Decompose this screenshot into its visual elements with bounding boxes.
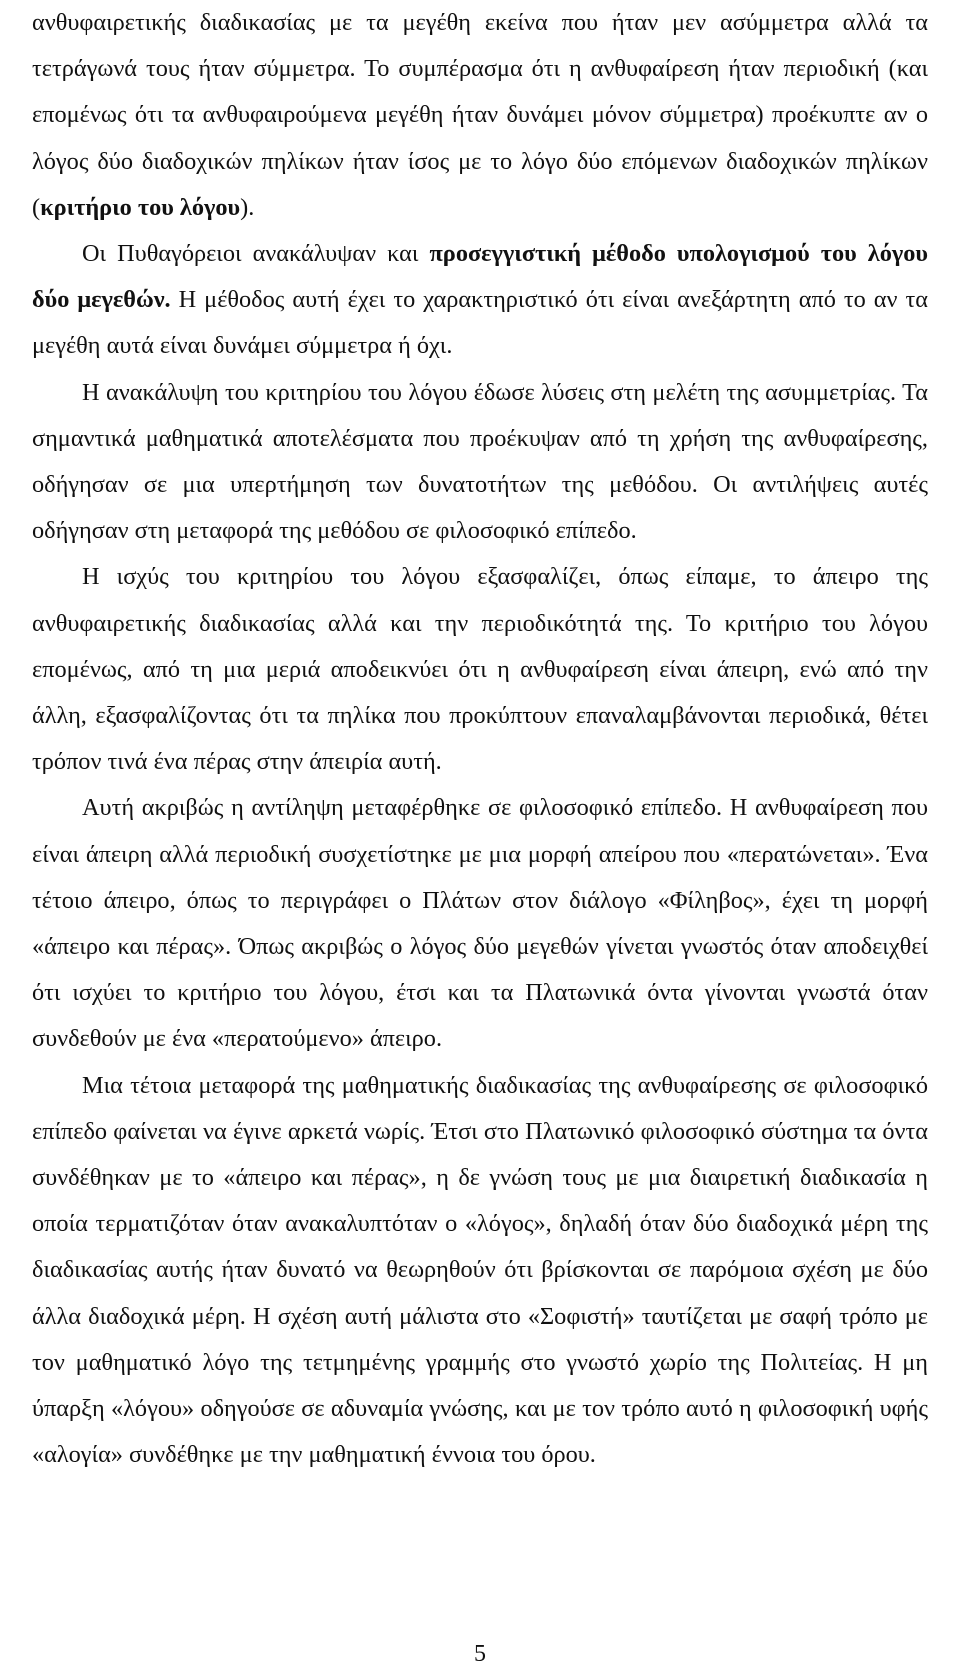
document-page: [32, 0, 928, 1479]
paragraph-2: [32, 231, 928, 370]
paragraph-1-text-b: ).: [240, 193, 255, 221]
paragraph-1-text-a: ανθυφαιρετικής διαδικασίας με τα μεγέθη εκείνα που ήταν μεν ασύμμετρα αλλά τα τετράγωνά τους ήταν σύμμετρα. Το συμπέρασμα ότι η ανθυφαίρεση ήταν περιοδική (και επομένως ότι τα ανθυφαιρούμενα μεγέθη ήταν δυνάμει μόνον σύμμετρα) προέκυπτε αν ο λόγος δύο διαδοχικών πηλίκων ήταν ίσος με το λόγο δύο επόμενων διαδοχικών πηλίκων (: [32, 9, 928, 221]
paragraph-1: [32, 0, 928, 231]
paragraph-3-text: Η ανακάλυψη του κριτηρίου του λόγου έδωσε λύσεις στη μελέτη της ασυμμετρίας. Τα σημαντικά μαθηματικά αποτελέσματα που προέκυψαν από τη χρήση της ανθυφαίρεσης, οδήγησαν σε μια υπερτήμηση των δυνατοτήτων της μεθόδου. Οι αντιλήψεις αυτές οδήγησαν στη μεταφορά της μεθόδου σε φιλοσοφικό επίπεδο.: [32, 378, 928, 545]
paragraph-6-text: Μια τέτοια μεταφορά της μαθηματικής διαδικασίας της ανθυφαίρεσης σε φιλοσοφικό επίπεδο φαίνεται να έγινε αρκετά νωρίς. Έτσι στο Πλατωνικό φιλοσοφικό σύστημα τα όντα συνδέθηκαν με το «άπειρο και πέρας», η δε γνώση τους με μια διαιρετική διαδικασία η οποία τερματιζόταν όταν ανακαλυπτόταν ο «λόγος», δηλαδή όταν δύο διαδοχικά μέρη της διαδικασίας αυτής ήταν δυνατό να θεωρηθούν ότι βρίσκονται σε παρόμοια σχέση με δύο άλλα διαδοχικά μέρη. Η σχέση αυτή μάλιστα στο «Σοφιστή» ταυτίζεται με σαφή τρόπο με τον μαθηματικό λόγο της τετμημένης γραμμής στο γνωστό χωρίο της Πολιτείας. Η μη ύπαρξη «λόγου» οδηγούσε σε αδυναμία γνώσης, και με τον τρόπο αυτό η φιλοσοφική υφής «αλογία» συνδέθηκε με την μαθηματική έννοια του όρου.: [32, 1071, 928, 1469]
paragraph-5-text: Αυτή ακριβώς η αντίληψη μεταφέρθηκε σε φιλοσοφικό επίπεδο. Η ανθυφαίρεση που είναι άπειρη αλλά περιοδική συσχετίστηκε με μια μορφή απείρου που «περατώνεται». Ένα τέτοιο άπειρο, όπως το περιγράφει ο Πλάτων στον διάλογο «Φίληβος», έχει τη μορφή «άπειρο και πέρας». Όπως ακριβώς ο λόγος δύο μεγεθών γίνεται γνωστός όταν αποδειχθεί ότι ισχύει το κριτήριο του λόγου, έτσι και τα Πλατωνικά όντα γίνονται γνωστά όταν συνδεθούν με ένα «περατούμενο» άπειρο.: [32, 794, 928, 1053]
paragraph-2-text-a: Οι Πυθαγόρειοι ανακάλυψαν και: [82, 240, 430, 268]
paragraph-3: [32, 370, 928, 555]
paragraph-2-bold-term: προσεγγιστική μέθοδο υπολογισμού του λόγου δύο μεγεθών.: [32, 240, 928, 314]
paragraph-1-bold-term: κριτήριο του λόγου: [40, 193, 241, 221]
paragraph-4-text: Η ισχύς του κριτηρίου του λόγου εξασφαλίζει, όπως είπαμε, το άπειρο της ανθυφαιρετικής διαδικασίας αλλά και την περιοδικότητά της. Το κριτήριο του λόγου επομένως, από τη μια μεριά αποδεικνύει ότι η ανθυφαίρεση είναι άπειρη, ενώ από την άλλη, εξασφαλίζοντας ότι τα πηλίκα που προκύπτουν επαναλαμβάνονται περιοδικά, θέτει τρόπον τινά ένα πέρας στην άπειρία αυτή.: [32, 563, 928, 776]
page-number: 5: [474, 1641, 486, 1667]
paragraph-5: [32, 785, 928, 1062]
paragraph-6: [32, 1063, 928, 1479]
paragraph-2-text-b: Η μέθοδος αυτή έχει το χαρακτηριστικό ότι είναι ανεξάρτητη από το αν τα μεγέθη αυτά είναι δυνάμει σύμμετρα ή όχι.: [32, 286, 928, 360]
paragraph-4: [32, 554, 928, 785]
